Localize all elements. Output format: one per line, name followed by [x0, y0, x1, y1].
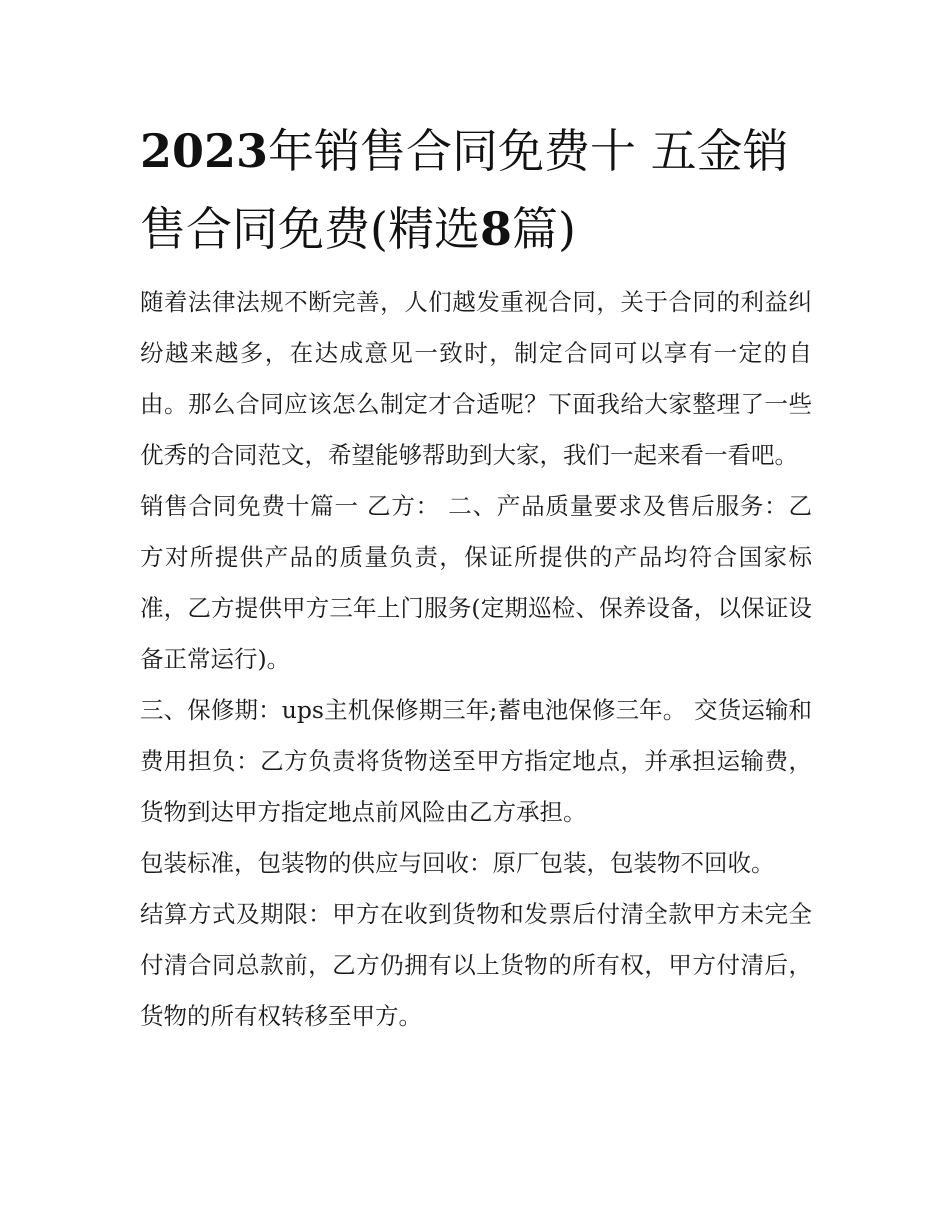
title-year: 2023 — [140, 124, 269, 178]
title-count: 8 — [479, 202, 512, 256]
title-text-part2: 篇) — [511, 202, 576, 256]
warranty-paragraph: 三、保修期：ups主机保修期三年;蓄电池保修三年。 交货运输和费用担负：乙方负责将货物送至甲方指定地点，并承担运输费，货物到达甲方指定地点前风险由乙方承担。 — [140, 696, 812, 826]
document-title — [140, 112, 820, 268]
intro-paragraph: 随着法律法规不断完善，人们越发重视合同，关于合同的利益纠纷越来越多，在达成意见一致时，制定合同可以享有一定的自由。那么合同应该怎么制定才合适呢？下面我给大家整理了一些优秀的合同范文，希望能够帮助到大家，我们一起来看一看吧。 — [140, 288, 812, 469]
title-text-part1: 年销售合同免费十 五金销售合同免费(精选 — [140, 124, 789, 256]
product-quality-paragraph: 销售合同免费十篇一 乙方： 二、产品质量要求及售后服务：乙方对所提供产品的质量负责，保证所提供的产品均符合国家标准，乙方提供甲方三年上门服务(定期巡检、保养设备，以保证设备正常运行)。 — [140, 492, 812, 673]
settlement-paragraph: 结算方式及期限：甲方在收到货物和发票后付清全款甲方未完全付清合同总款前，乙方仍拥有以上货物的所有权，甲方付清后，货物的所有权转移至甲方。 — [140, 900, 812, 1030]
document-body — [140, 277, 812, 1042]
packaging-paragraph: 包装标准，包装物的供应与回收：原厂包装，包装物不回收。 — [140, 849, 775, 877]
